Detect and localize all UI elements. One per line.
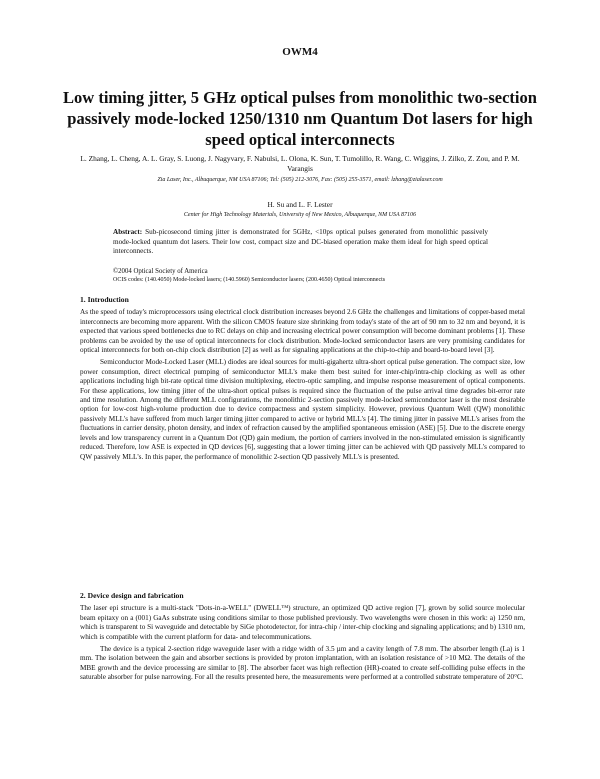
author-affiliation-secondary: Center for High Technology Materials, University of New Mexico, Albuquerque, NM USA 87106 <box>183 212 417 218</box>
paragraph: The device is a typical 2-section ridge waveguide laser with a ridge width of 3.5 µm and a cavity length of 7.8 mm. The absorber length (La) is 1 mm. The isolation between the gain and absorber sections is provided by proton implantation, with an isolation resistance of >10 MΩ. The details of the MBE growth and the device processing are similar to [8]. The absorber facet was high reflection (HR)-coated to create self-colliding pulse effects in the saturable absorber for pulse narrowing. For all the results presented here, the measurements were performed at a controlled substrate temperature of 20°C. <box>80 645 525 682</box>
section-heading: 1. Introduction <box>80 295 129 304</box>
author-list-secondary: H. Su and L. F. Lester <box>267 200 333 209</box>
section-device-design <box>80 591 525 686</box>
abstract-label: Abstract: <box>113 228 143 236</box>
paper-title: Low timing jitter, 5 GHz optical pulses from monolithic two-section passively mode-locked 1250/1310 nm Quantum Dot lasers for high speed optical interconnects <box>63 88 537 149</box>
paragraph: The laser epi structure is a multi-stack "Dots-in-a-WELL" (DWELL™) structure, an optimized QD active region [7], grown by solid source molecular beam epitaxy on a (001) GaAs substrate using conditions similar to those published previously. Two wavelengths were chosen in this work: a) 1250 nm, which is transparent to Si waveguide and detectable by SiGe photodetector, for intra-chip / inter-chip clocking and signaling applications; and b) 1310 nm, which is compatible with the current platform for data- and telecommunications. <box>80 604 525 641</box>
abstract <box>113 228 488 257</box>
abstract-text: Sub-picosecond timing jitter is demonstrated for 5GHz, <10ps optical pulses generated from monolithic passively mode-locked quantum dot lasers. Their low cost, compact size and DC-biased operation make them ideal for high speed optical interconnects. <box>113 228 488 256</box>
ocis-codes: OCIS codes: (140.4050) Mode-locked lasers; (140.5960) Semiconductor lasers; (200.4650) Optical interconnects <box>113 277 386 283</box>
author-list: L. Zhang, L. Cheng, A. L. Gray, S. Luong, J. Nagyvary, F. Nabulsi, L. Olona, K. Sun, T. Tumolillo, R. Wang, C. Wiggins, J. Zilko, Z. Zou, and P. M. Varangis <box>80 154 520 173</box>
copyright-notice: ©2004 Optical Society of America <box>113 268 208 275</box>
section-heading: 2. Device design and fabrication <box>80 591 184 600</box>
paper-id: OWM4 <box>282 46 318 58</box>
section-introduction <box>80 295 525 465</box>
author-affiliation: Zia Laser, Inc., Albuquerque, NM USA 87106; Tel: (505) 212-3076, Fax: (505) 255-3571, email: lzhang@zialaser.com <box>157 177 443 183</box>
paragraph: Semiconductor Mode-Locked Laser (MLL) diodes are ideal sources for multi-gigahertz ultra-short optical pulse generation. The compact size, low power consumption, direct electrical pumping of semiconductor MLL's make them best suited for inter-chip/intra-chip clocking as well as other applications including high bit-rate optical time division multiplexing, electro-optic sampling, and impulse response measurement of optical components. For these applications, low timing jitter of the ultra-short optical pulses is required since the fluctuation of the pulse arrival time degrades bit-error rate and time resolution. Among the different MLL configurations, the monolithic 2-section passively mode-locked semiconductor laser is the most desirable option for low-cost high-volume production due to device compactness and system simplicity. However, previous Quantum Well (QW) monolithic passively MLL's have suffered from much larger timing jitter compared to active or hybrid MLL's [4]. The timing jitter in passive MLL's arises from the fluctuations in carrier density, photon density, and index of refraction caused by the amplified spontaneous emission (ASE) [5]. Due to the discrete energy levels and low transparency current in a Quantum Dot (QD) gain medium, the portion of carriers involved in the non-stimulated emission is significantly reduced. Therefore, low ASE is expected in QD devices [6], suggesting that a lower timing jitter can be achieved with QD passively MLL's compared to QW passively MLL's. In this paper, the performance of monolithic 2-section QD passively MLL's is presented. <box>80 358 525 461</box>
paragraph: As the speed of today's microprocessors using electrical clock distribution increases beyond 2.6 GHz the challenges and limitations of copper-based metal interconnects are becoming more apparent. With the silicon CMOS feature size shrinking from today's state of the art of 90 nm to 32 nm and beyond, it is expected that various speed bottlenecks due to RC delays on chip and increasing electrical power consumption will become dominant problems [1]. These problems can be avoided by the use of optical interconnects for clock distribution. Mode-locked semiconductor lasers are very promising candidates for optical interconnects for both on-chip clock distribution [2] as well as for signaling applications at the chip-to-chip and board-to-board level [3]. <box>80 308 525 355</box>
